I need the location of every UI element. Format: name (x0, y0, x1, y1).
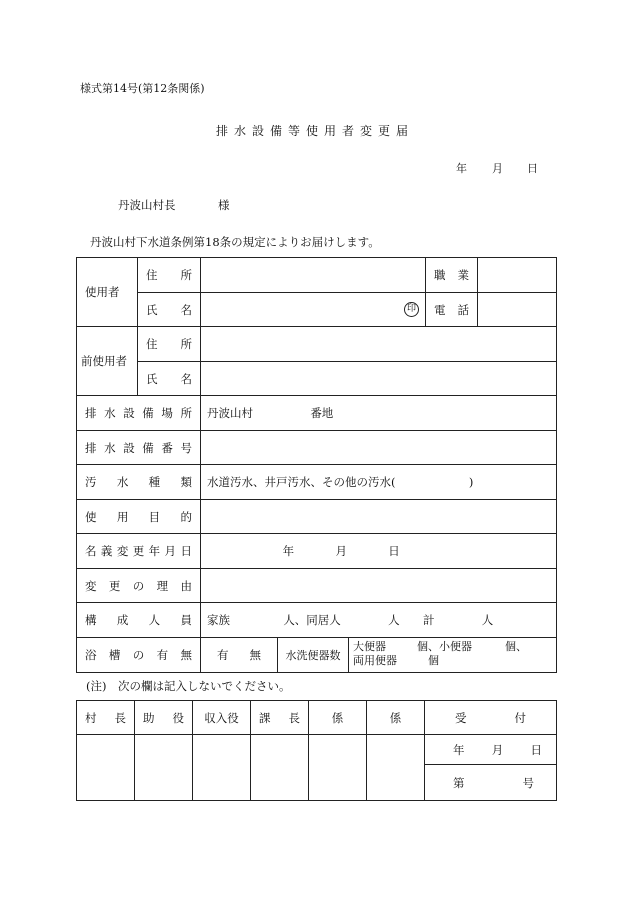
received-number[interactable] (425, 765, 557, 801)
toilet-dual-unit: 個 (428, 654, 439, 667)
purpose-label: 使 用 目 的 (77, 500, 201, 534)
treasurer-stamp[interactable] (193, 735, 251, 801)
seal-mark-icon: 印 (404, 302, 419, 317)
facility-banchi: 番地 (310, 406, 334, 420)
change-reason-field[interactable] (201, 569, 557, 603)
user-address-field[interactable] (201, 258, 426, 293)
sewage-type-label: 汚 水 種 類 (77, 465, 201, 500)
staff2-stamp[interactable] (367, 735, 425, 801)
main-form-table (76, 257, 557, 673)
occupation-field[interactable] (478, 258, 557, 293)
village-head-stamp[interactable] (77, 735, 135, 801)
received-number-suffix: 号 (522, 775, 534, 790)
bath-yes: 有 (217, 648, 229, 662)
received-year: 年 (453, 742, 465, 757)
toilet-line1-end: 個、 (505, 640, 527, 653)
toilet-large: 大便器 (353, 640, 386, 653)
received-day: 日 (530, 742, 542, 757)
prev-name-field[interactable] (201, 362, 557, 396)
phone-field[interactable] (478, 293, 557, 327)
treasurer-label: 収入役 (193, 701, 251, 735)
phone-label: 電 話 (426, 293, 478, 327)
office-table (76, 700, 557, 801)
change-reason-label: 変 更 の 理 由 (77, 569, 201, 603)
facility-location-label: 排 水 設 備 場 所 (77, 396, 201, 431)
occupation-label: 職 業 (426, 258, 478, 293)
prev-address-label: 住 所 (138, 327, 201, 362)
form-title: 排水設備等使用者変更届 (215, 124, 414, 138)
sewage-type-close: ) (468, 475, 474, 489)
change-date-month: 月 (335, 544, 347, 558)
prev-address-field[interactable] (201, 327, 557, 362)
received-date[interactable] (425, 735, 557, 765)
purpose-field[interactable] (201, 500, 557, 534)
toilet-label: 水洗便器数 (278, 638, 349, 672)
bath-field[interactable] (201, 638, 278, 673)
staff2-label: 係 (367, 701, 425, 735)
date-day-label: 日 (527, 162, 538, 175)
bath-no: 無 (249, 648, 261, 662)
deputy-label: 助 役 (135, 701, 193, 735)
facility-location-field[interactable] (201, 396, 557, 431)
toilet-dual: 両用便器 (353, 654, 397, 667)
toilet-small: 個、小便器 (417, 640, 472, 653)
members-label: 構 成 人 員 (77, 603, 201, 638)
received-number-prefix: 第 (453, 775, 465, 790)
staff1-label: 係 (309, 701, 367, 735)
date-year-label: 年 (456, 162, 467, 175)
intro-text: 丹波山村下水道条例第18条の規定によりお届けします。 (90, 235, 380, 249)
facility-number-label: 排 水 設 備 番 号 (77, 431, 201, 465)
form-number: 様式第14号(第12条関係) (80, 82, 205, 95)
prev-name-label: 氏 名 (138, 362, 201, 396)
date-month-label: 月 (492, 162, 503, 175)
change-date-label: 名 義 変 更 年 月 日 (77, 534, 201, 569)
user-section-label: 使用者 (77, 258, 138, 327)
bath-label: 浴 槽 の 有 無 (77, 638, 201, 673)
toilet-cell (278, 638, 557, 673)
sewage-type-options: 水道汚水、井戸汚水、その他の汚水( (207, 475, 396, 489)
members-person: 人 (388, 613, 400, 627)
section-chief-label: 課 長 (251, 701, 309, 735)
toilet-field[interactable] (349, 638, 556, 672)
user-name-field[interactable] (201, 293, 426, 327)
user-address-label: 住 所 (138, 258, 201, 293)
facility-village: 丹波山村 (207, 406, 253, 420)
received-label: 受 付 (425, 701, 557, 735)
members-family: 家族 (207, 613, 230, 627)
deputy-stamp[interactable] (135, 735, 193, 801)
village-head-label: 村 長 (77, 701, 135, 735)
change-date-field[interactable] (201, 534, 557, 569)
received-month: 月 (491, 742, 504, 757)
change-date-day: 日 (388, 544, 400, 558)
members-cohabitant: 人、同居人 (283, 613, 341, 627)
section-chief-stamp[interactable] (251, 735, 309, 801)
change-date-year: 年 (282, 544, 295, 558)
members-total: 計 (422, 613, 435, 627)
office-note: (注) 次の欄は記入しないでください。 (86, 679, 291, 693)
sewage-type-field[interactable] (201, 465, 557, 500)
honorific: 様 (218, 198, 230, 212)
user-name-label: 氏 名 (138, 293, 201, 327)
members-field[interactable] (201, 603, 557, 638)
prev-user-section-label: 前使用者 (77, 327, 138, 396)
addressee: 丹波山村長 (118, 198, 176, 212)
facility-number-field[interactable] (201, 431, 557, 465)
members-total-unit: 人 (481, 613, 494, 627)
staff1-stamp[interactable] (309, 735, 367, 801)
